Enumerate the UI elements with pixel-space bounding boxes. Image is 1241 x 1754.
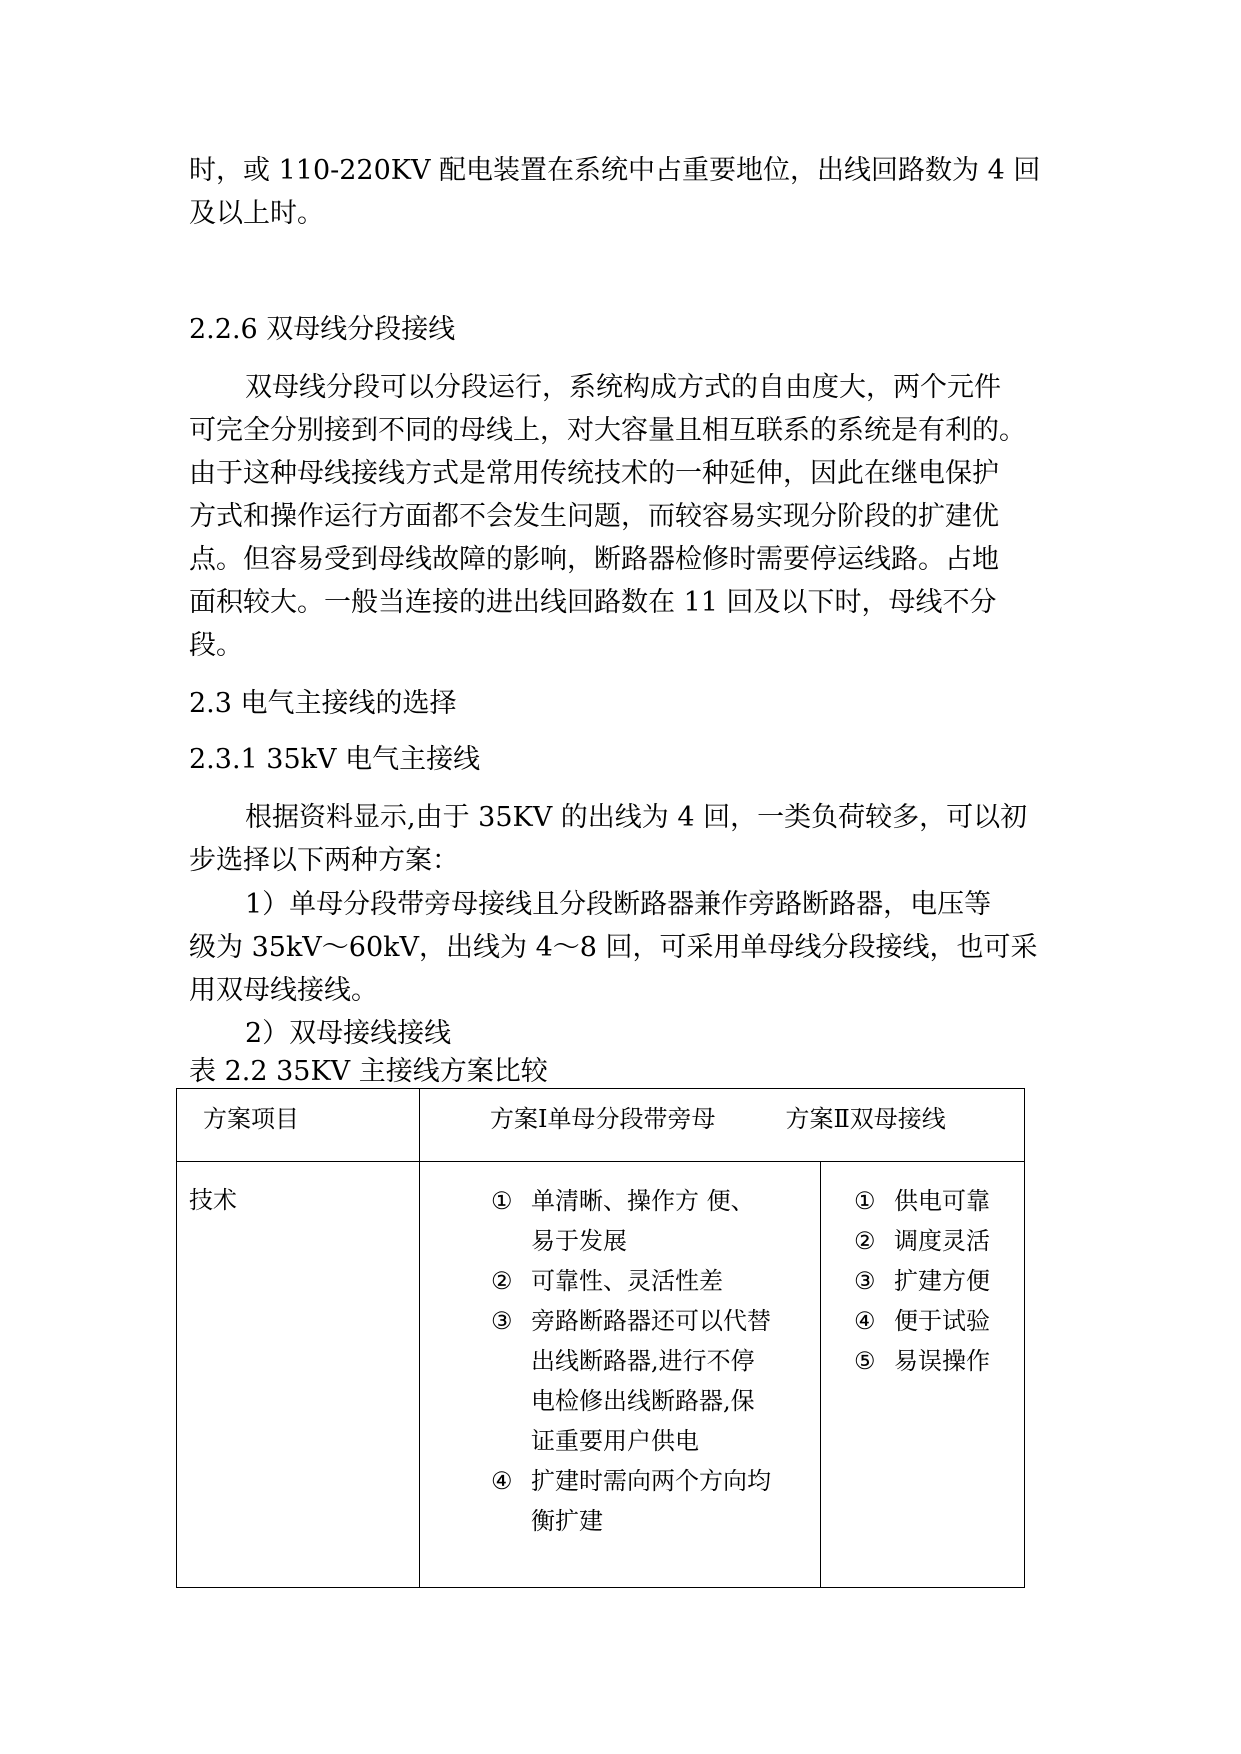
- paragraph-line: 用双母线接线。: [189, 975, 378, 1006]
- item-text: 旁路断路器还可以代替出线断路器,进行不停电检修出线断路器,保证重要用户供电: [531, 1307, 771, 1455]
- plan-2-list: [822, 1163, 1023, 1381]
- header-plans: [420, 1089, 1025, 1162]
- plan-1-cell: [420, 1162, 821, 1588]
- item-text: 扩建时需向两个方向均衡扩建: [531, 1467, 771, 1535]
- header-plan-2: 方案Ⅱ双母接线: [785, 1105, 946, 1133]
- list-item: [491, 1181, 819, 1261]
- item-text: 供电可靠: [894, 1187, 990, 1215]
- item-number: ②: [854, 1227, 876, 1255]
- paragraph-line: 点。但容易受到母线故障的影响，断路器检修时需要停运线路。占地: [189, 544, 999, 575]
- item-number: ①: [854, 1187, 876, 1215]
- paragraph-line: 段。: [189, 630, 243, 661]
- comparison-table: [176, 1088, 1025, 1588]
- intro-line-1: 时，或 110-220KV 配电装置在系统中占重要地位，出线回路数为 4 回: [189, 155, 1041, 186]
- paragraph-line: 步选择以下两种方案：: [189, 845, 459, 876]
- paragraph-line: 可完全分别接到不同的母线上，对大容量且相互联系的系统是有利的。: [189, 415, 1026, 446]
- list-item: [491, 1301, 819, 1461]
- list-item: [491, 1261, 819, 1301]
- item-text: 可靠性、灵活性差: [531, 1267, 723, 1295]
- section-heading-2-3: 2.3 电气主接线的选择: [189, 688, 457, 719]
- paragraph-line: 1）单母分段带旁母接线且分段断路器兼作旁路断路器，电压等: [245, 889, 992, 920]
- list-item: [491, 1461, 819, 1541]
- item-number: ③: [491, 1307, 513, 1335]
- paragraph-line: 2）双母接线接线: [245, 1018, 452, 1049]
- item-text: 扩建方便: [894, 1267, 990, 1295]
- item-text: 单清晰、操作方 便、易于发展: [531, 1187, 755, 1255]
- row-label-tech: 技术: [177, 1162, 420, 1588]
- table-row: [177, 1162, 1025, 1588]
- item-number: ④: [854, 1307, 876, 1335]
- item-text: 便于试验: [894, 1307, 990, 1335]
- list-item: [854, 1261, 1023, 1301]
- item-text: 易误操作: [894, 1347, 990, 1375]
- intro-line-2: 及以上时。: [189, 198, 324, 229]
- list-item: [854, 1181, 1023, 1221]
- item-text: 调度灵活: [894, 1227, 990, 1255]
- paragraph-line: 面积较大。一般当连接的进出线回路数在 11 回及以下时，母线不分: [189, 587, 997, 618]
- item-number: ③: [854, 1267, 876, 1295]
- paragraph-line: 根据资料显示,由于 35KV 的出线为 4 回，一类负荷较多，可以初: [245, 802, 1028, 833]
- plan-2-cell: [821, 1162, 1025, 1588]
- section-heading-2-3-1: 2.3.1 35kV 电气主接线: [189, 744, 481, 775]
- section-heading-2-2-6: 2.2.6 双母线分段接线: [189, 314, 456, 345]
- paragraph-line: 由于这种母线接线方式是常用传统技术的一种延伸，因此在继电保护: [189, 458, 999, 489]
- item-number: ①: [491, 1187, 513, 1215]
- item-number: ②: [491, 1267, 513, 1295]
- paragraph-line: 方式和操作运行方面都不会发生问题，而较容易实现分阶段的扩建优: [189, 501, 999, 532]
- item-number: ④: [491, 1467, 513, 1495]
- list-item: [854, 1341, 1023, 1381]
- header-item: 方案项目: [177, 1089, 420, 1162]
- paragraph-line: 级为 35kV～60kV，出线为 4～8 回，可采用单母线分段接线，也可采: [189, 932, 1038, 963]
- item-number: ⑤: [854, 1347, 876, 1375]
- plan-1-list: [421, 1163, 819, 1541]
- paragraph-line: 双母线分段可以分段运行，系统构成方式的自由度大，两个元件: [245, 372, 1001, 403]
- table-caption: 表 2.2 35KV 主接线方案比较: [189, 1056, 548, 1087]
- header-plan-1: 方案Ⅰ单母分段带旁母: [490, 1105, 716, 1133]
- list-item: [854, 1301, 1023, 1341]
- table-header-row: [177, 1089, 1025, 1162]
- list-item: [854, 1221, 1023, 1261]
